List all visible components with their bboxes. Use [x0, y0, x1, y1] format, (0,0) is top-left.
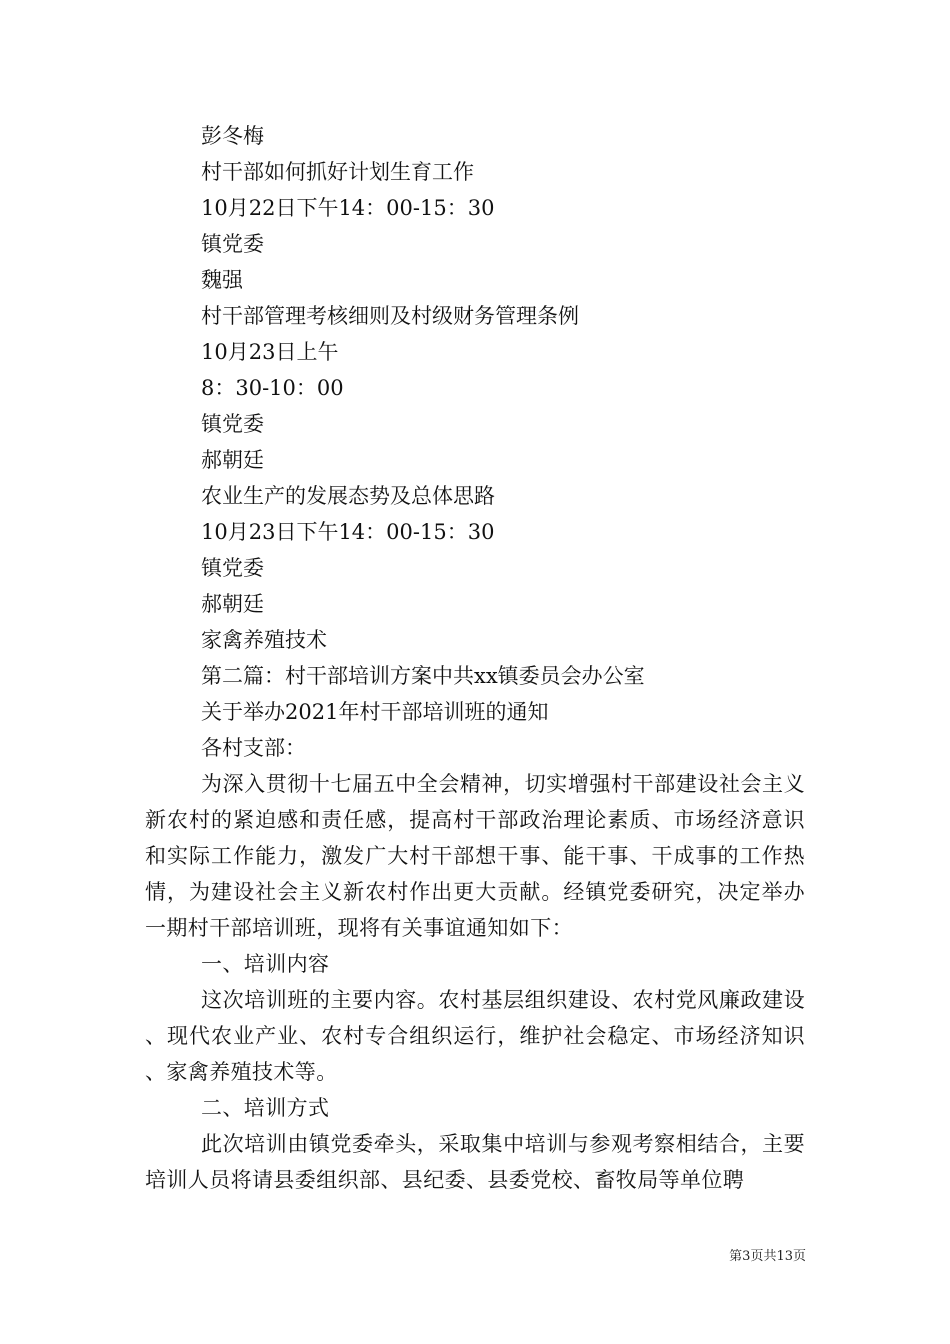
text-line: 郝朝廷 [201, 592, 264, 616]
subheading-method: 二、培训方式 [201, 1096, 330, 1120]
text-line: 10月23日上午 [201, 340, 339, 364]
section-heading: 第二篇：村干部培训方案中共xx镇委员会办公室 [201, 664, 645, 688]
text-line: 村干部管理考核细则及村级财务管理条例 [201, 304, 579, 328]
text-line: 镇党委 [201, 412, 264, 436]
document-body [145, 118, 805, 1198]
paragraph-method: 此次培训由镇党委牵头，采取集中培训与参观考察相结合，主要培训人员将请县委组织部、县纪委、县委党校、畜牧局等单位聘 [145, 1132, 805, 1192]
text-line: 农业生产的发展态势及总体思路 [201, 484, 495, 508]
salutation: 各村支部： [201, 736, 306, 760]
text-line: 镇党委 [201, 232, 264, 256]
paragraph-intro: 为深入贯彻十七届五中全会精神，切实增强村干部建设社会主义新农村的紧迫感和责任感，提高村干部政治理论素质、市场经济意识和实际工作能力，激发广大村干部想干事、能干事、干成事的工作热情，为建设社会主义新农村作出更大贡献。经镇党委研究，决定举办一期村干部培训班，现将有关事谊通知如下： [145, 772, 805, 940]
text-line: 魏强 [201, 268, 243, 292]
text-line: 家禽养殖技术 [201, 628, 327, 652]
text-line: 郝朝廷 [201, 448, 264, 472]
page-number: 第3页共13页 [729, 1249, 806, 1264]
text-line: 10月22日下午14：00-15：30 [201, 196, 495, 220]
text-line: 10月23日下午14：00-15：30 [201, 520, 495, 544]
text-line: 8：30-10：00 [201, 376, 344, 400]
subheading-content: 一、培训内容 [201, 952, 330, 976]
paragraph-content: 这次培训班的主要内容。农村基层组织建设、农村党风廉政建设、现代农业产业、农村专合组织运行，维护社会稳定、市场经济知识、家禽养殖技术等。 [145, 988, 805, 1084]
text-line: 村干部如何抓好计划生育工作 [201, 160, 474, 184]
text-line: 彭冬梅 [201, 124, 264, 148]
text-line: 镇党委 [201, 556, 264, 580]
notice-title: 关于举办2021年村干部培训班的通知 [201, 700, 549, 724]
